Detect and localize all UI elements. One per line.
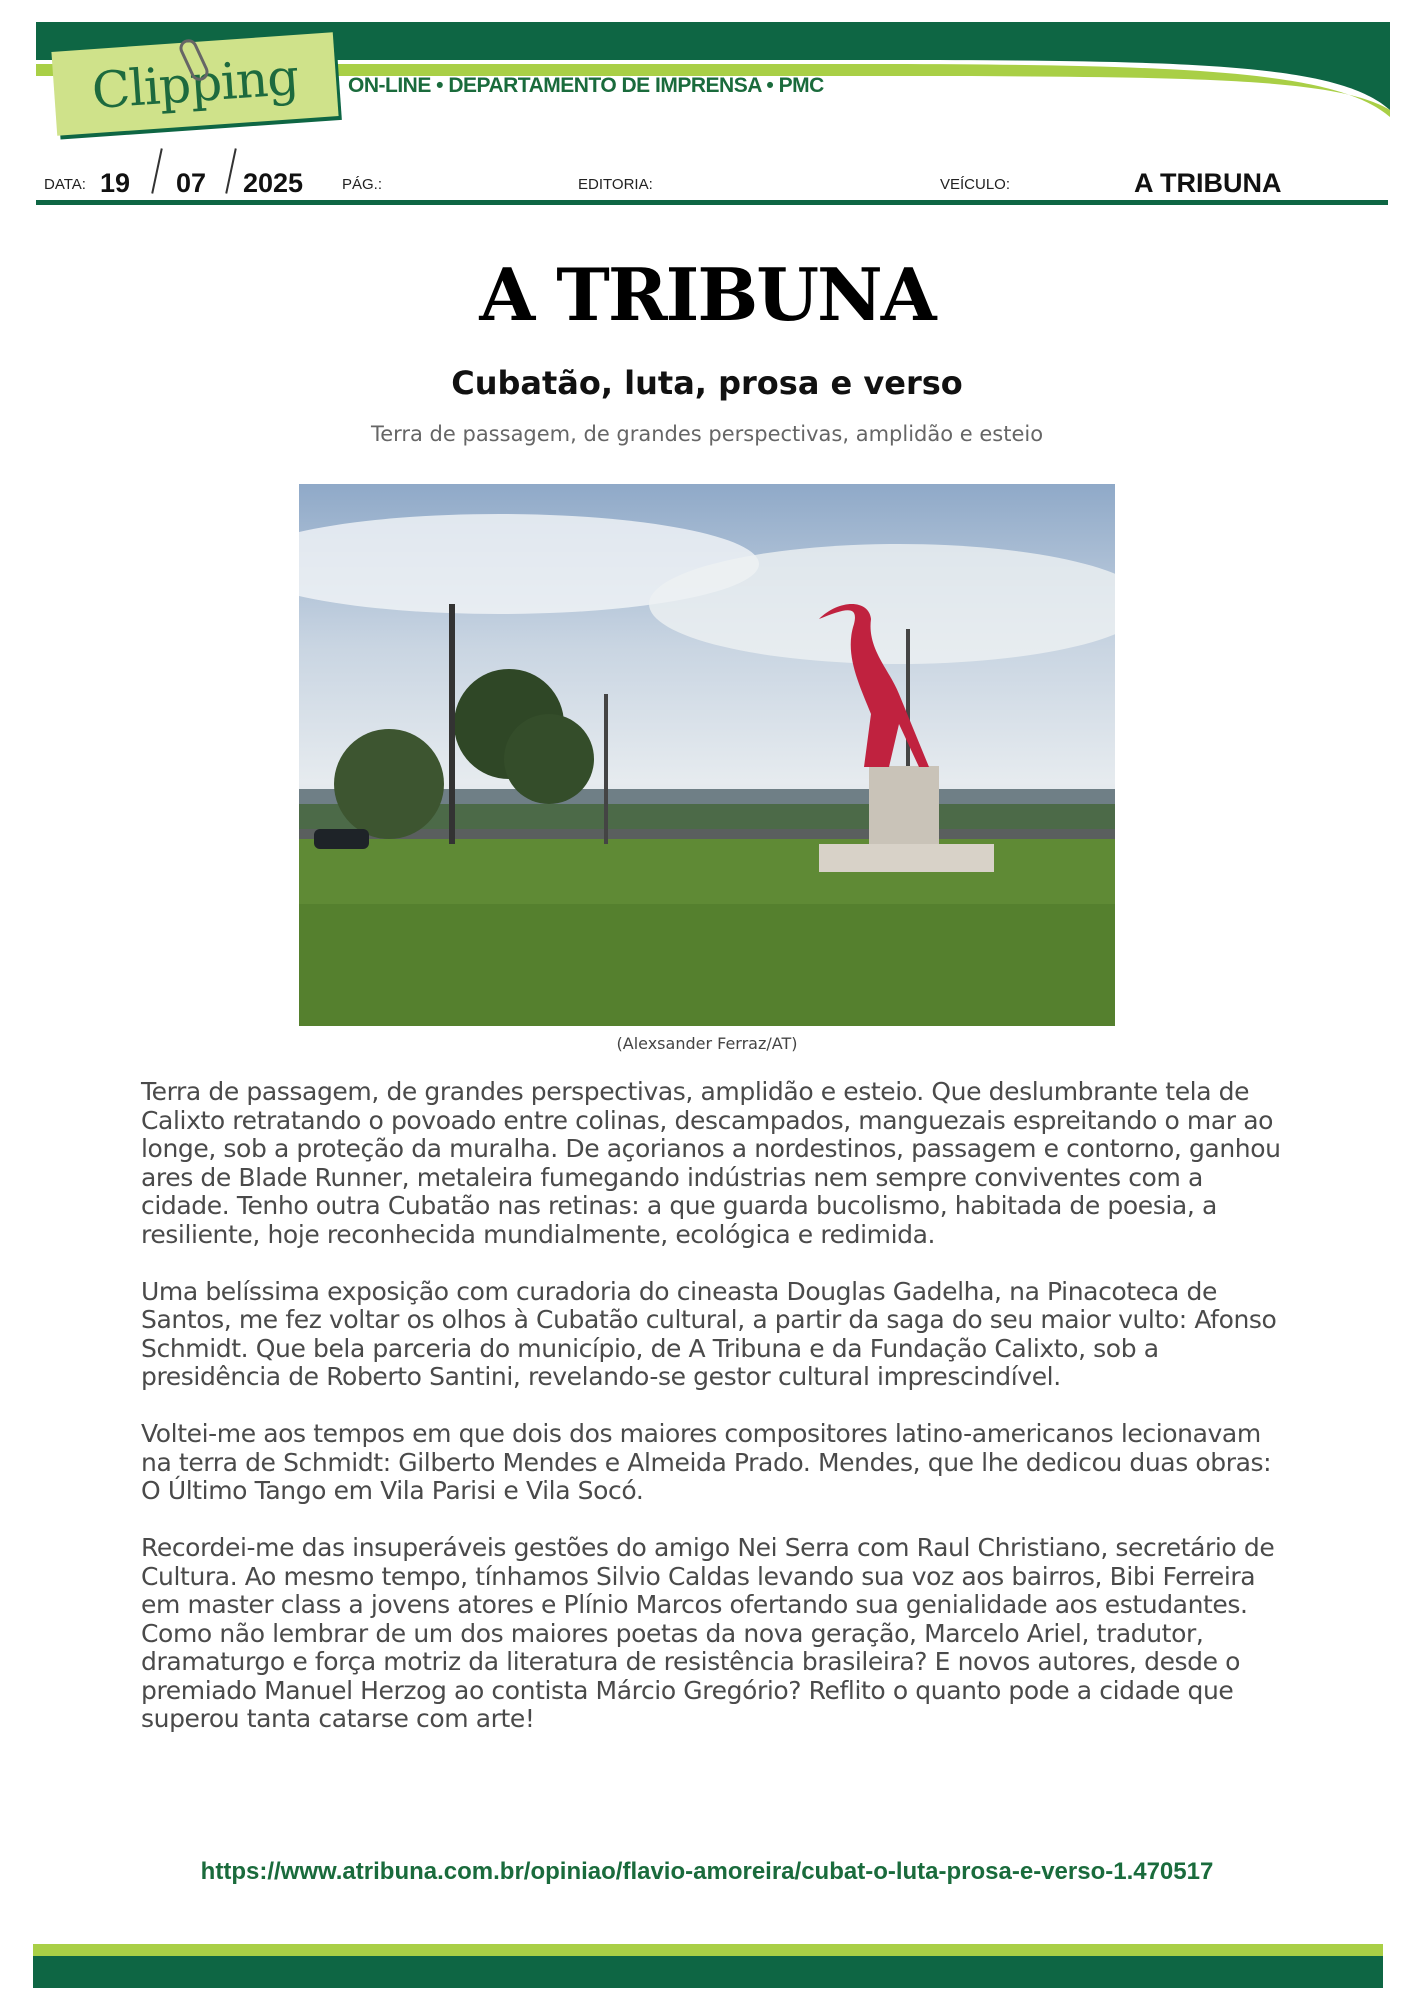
date-day: 19 — [100, 168, 131, 198]
footer-band-lime — [33, 1944, 1383, 1956]
paragraph: Recordei-me das insuperáveis gestões do amigo Nei Serra com Raul Christiano, secretário de Cultura. Ao mesmo tempo, tínhamos Silvio Caldas levando sua voz aos bairros, Bibi Ferreira em master class a jovens atores e Plínio Marcos ofertando sua genialidade aos estudantes. Como não lembrar de um dos maiores poetas da nova geração, Marcelo Ariel, tradutor, dramaturgo e força motriz da literatura de resistência brasileira? E novos autores, desde o premiado Manuel Herzog ao contista Márcio Gregório? Reflito o quanto pode a cidade que superou tanta catarse com arte! — [141, 1533, 1275, 1733]
section-label: EDITORIA: — [578, 176, 653, 193]
page-label: PÁG.: — [342, 176, 383, 193]
article-lead: Terra de passagem, de grandes perspectivas, amplidão e esteio — [370, 422, 1044, 446]
article-photo — [299, 484, 1115, 1026]
date-separator — [225, 148, 237, 193]
masthead: A TRIBUNA — [479, 252, 935, 337]
header-divider — [36, 200, 1388, 205]
paragraph: Terra de passagem, de grandes perspectivas, amplidão e esteio. Que deslumbrante tela de Calixto retratando o povoado entre colinas, descampados, manguezais espreitando o mar ao longe, sob a proteção da muralha. De açorianos a nordestinos, passagem e contorno, ganhou ares de Blade Runner, metaleira fumegando indústrias nem sempre conviventes com a cidade. Tenho outra Cubatão nas retinas: a que guarda bucolismo, habitada de poesia, a resiliente, hoje reconhecida mundialmente, ecológica e redimida. — [141, 1077, 1281, 1249]
article-title: Cubatão, luta, prosa e verso — [451, 364, 963, 402]
photo-caption: (Alexsander Ferraz/AT) — [616, 1034, 798, 1053]
source-url-link[interactable]: https://www.atribuna.com.br/opiniao/flavio-amoreira/cubat-o-luta-prosa-e-verso-1.470517 — [200, 1858, 1214, 1885]
date-separator — [151, 148, 163, 193]
article-body — [141, 1078, 1281, 1762]
paragraph: Voltei-me aos tempos em que dois dos maiores compositores latino-americanos lecionavam na terra de Schmidt: Gilberto Mendes e Almeida Prado. Mendes, que lhe dedicou duas obras: O Último Tango em Vila Parisi e Vila Socó. — [141, 1419, 1272, 1505]
footer-band — [33, 1956, 1383, 1988]
vehicle-label: VEÍCULO: — [940, 176, 1011, 193]
vehicle-value: A TRIBUNA — [1134, 168, 1282, 198]
department-label: ON-LINE • DEPARTAMENTO DE IMPRENSA • PMC — [348, 74, 824, 97]
date-year: 2025 — [243, 168, 304, 198]
date-label: DATA: — [44, 176, 86, 193]
logo-text: Clipping — [89, 47, 300, 121]
date-month: 07 — [176, 168, 207, 198]
paragraph: Uma belíssima exposição com curadoria do cineasta Douglas Gadelha, na Pinacoteca de Santos, me fez voltar os olhos à Cubatão cultural, a partir da saga do seu maior vulto: Afonso Schmidt. Que bela parceria do município, de A Tribuna e da Fundação Calixto, sob a presidência de Roberto Santini, revelando-se gestor cultural imprescindível. — [141, 1276, 1277, 1391]
